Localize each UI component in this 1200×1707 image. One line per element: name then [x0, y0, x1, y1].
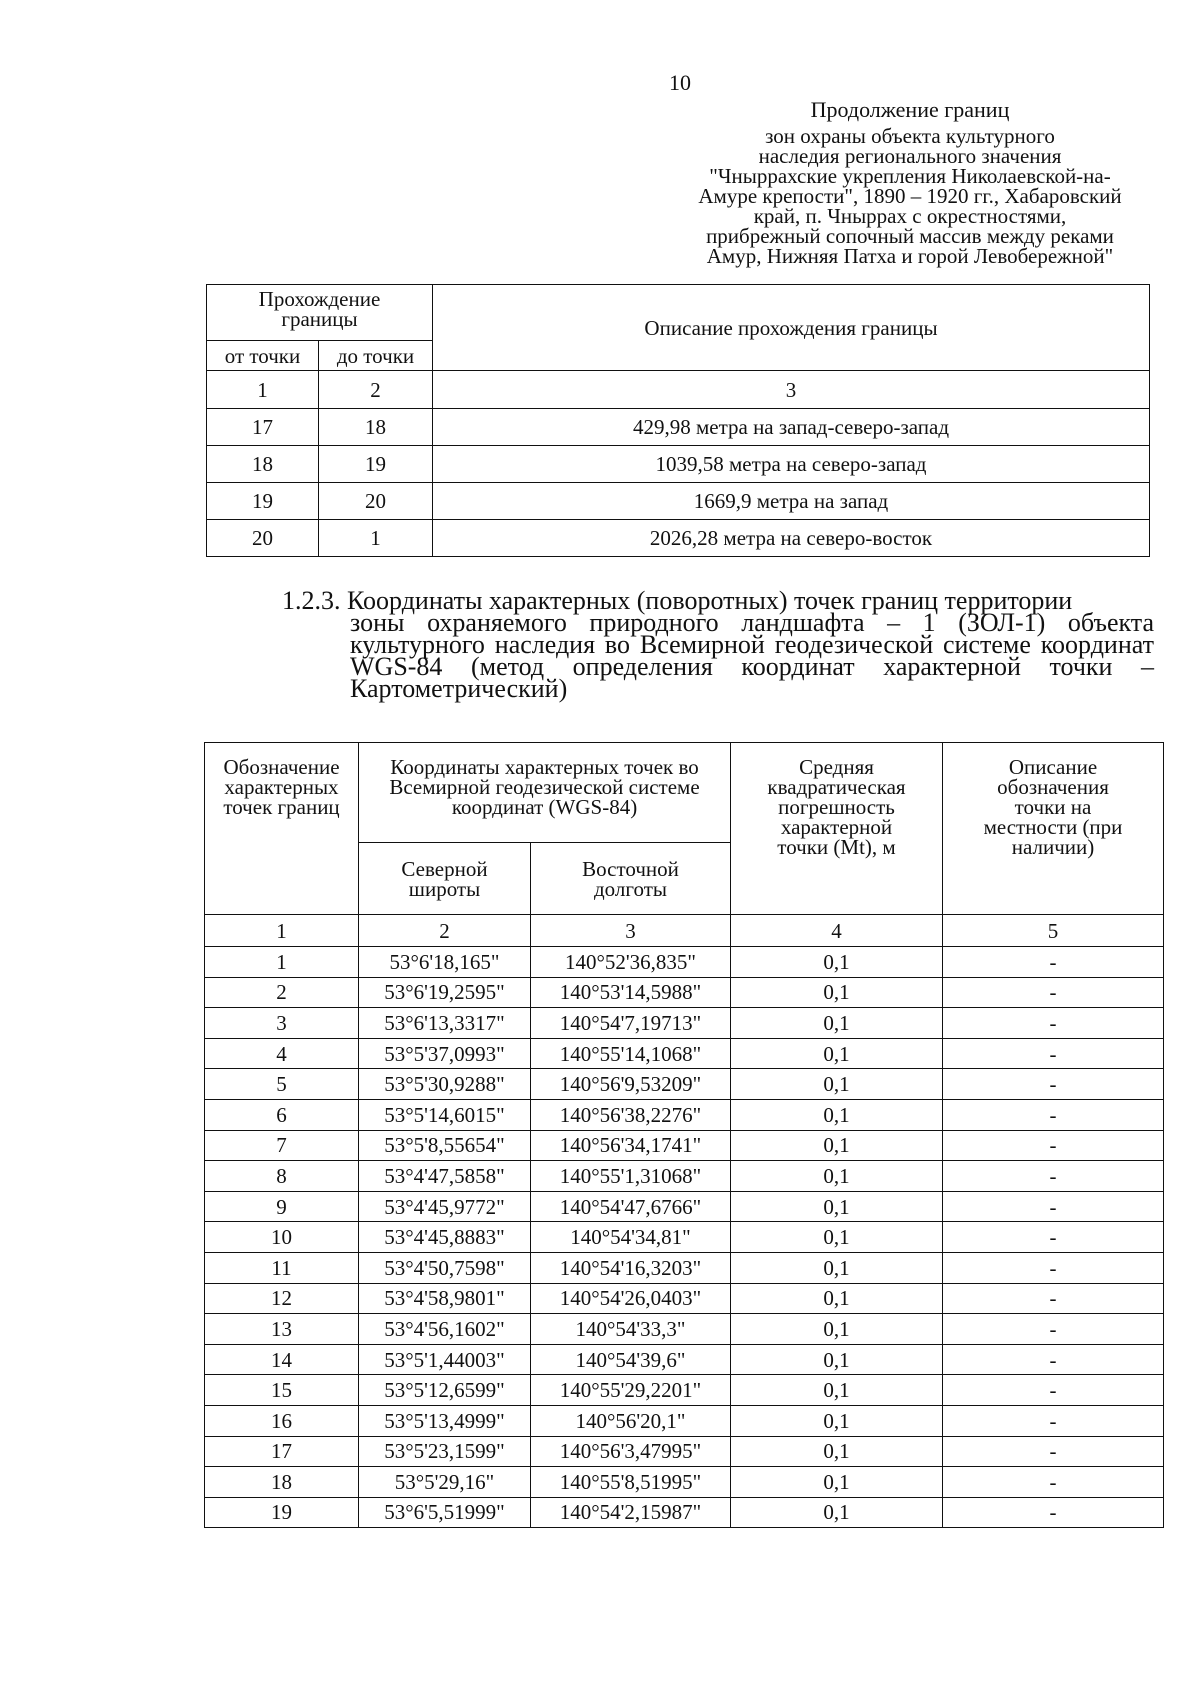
error-cell: 0,1: [731, 1161, 943, 1192]
header-lon: Восточной долготы: [531, 843, 731, 915]
longitude-cell: 140°55'1,31068": [531, 1161, 731, 1192]
header-line: прибрежный сопочный массив между реками: [706, 224, 1114, 248]
table-row: [205, 1222, 1164, 1253]
table-row: [207, 483, 1150, 520]
error-cell: 0,1: [731, 1375, 943, 1406]
latitude-cell: 53°6'5,51999": [359, 1497, 531, 1528]
point-description-cell: -: [943, 977, 1164, 1008]
longitude-cell: 140°56'9,53209": [531, 1069, 731, 1100]
latitude-cell: 53°5'14,6015": [359, 1099, 531, 1130]
point-number-cell: 5: [205, 1069, 359, 1100]
point-description-cell: -: [943, 1252, 1164, 1283]
error-cell: 0,1: [731, 1038, 943, 1069]
from-point-cell: 17: [207, 409, 319, 446]
latitude-cell: 53°4'58,9801": [359, 1283, 531, 1314]
table-row: [205, 1314, 1164, 1345]
page-number: 10: [669, 70, 691, 95]
longitude-cell: 140°54'34,81": [531, 1222, 731, 1253]
header-title: Продолжение границ: [810, 97, 1010, 122]
error-cell: 0,1: [731, 977, 943, 1008]
to-point-cell: 18: [319, 409, 433, 446]
latitude-cell: 53°5'13,4999": [359, 1405, 531, 1436]
document-header: [650, 97, 1170, 268]
point-number-cell: 4: [205, 1038, 359, 1069]
point-description-cell: -: [943, 1467, 1164, 1498]
header-line: наследия регионального значения: [758, 144, 1062, 168]
header-line: Амуре крепости", 1890 – 1920 гг., Хабаровский: [698, 184, 1122, 208]
header-line: "Чныррахские укрепления Николаевской-на-: [709, 164, 1111, 188]
header-line: Амур, Нижняя Патха и горой Левобережной": [706, 244, 1114, 268]
error-cell: 0,1: [731, 1314, 943, 1345]
error-cell: 0,1: [731, 1405, 943, 1436]
header-coords-group: Координаты характерных точек во Всемирной геодезической системе координат (WGS-84): [359, 743, 731, 843]
table-index-row: [205, 915, 1164, 947]
to-point-cell: 1: [319, 520, 433, 557]
table-index-row: [207, 371, 1150, 409]
latitude-cell: 53°5'30,9288": [359, 1069, 531, 1100]
longitude-cell: 140°54'26,0403": [531, 1283, 731, 1314]
header-point: Обозначение характерных точек границ: [205, 743, 359, 915]
error-cell: 0,1: [731, 1222, 943, 1253]
table-row: [205, 1436, 1164, 1467]
longitude-cell: 140°55'8,51995": [531, 1467, 731, 1498]
point-number-cell: 16: [205, 1405, 359, 1436]
table-row: [205, 1069, 1164, 1100]
table-row: [205, 1038, 1164, 1069]
to-point-cell: 19: [319, 446, 433, 483]
error-cell: 0,1: [731, 1497, 943, 1528]
point-number-cell: 19: [205, 1497, 359, 1528]
longitude-cell: 140°54'33,3": [531, 1314, 731, 1345]
error-cell: 0,1: [731, 1130, 943, 1161]
point-description-cell: -: [943, 1008, 1164, 1039]
table-row: [207, 520, 1150, 557]
point-number-cell: 15: [205, 1375, 359, 1406]
latitude-cell: 53°4'45,8883": [359, 1222, 531, 1253]
table-row: [205, 1130, 1164, 1161]
index-cell: 3: [531, 915, 731, 947]
longitude-cell: 140°54'39,6": [531, 1344, 731, 1375]
header-to: до точки: [319, 341, 433, 371]
to-point-cell: 20: [319, 483, 433, 520]
point-number-cell: 10: [205, 1222, 359, 1253]
table-row: [205, 977, 1164, 1008]
latitude-cell: 53°5'8,55654": [359, 1130, 531, 1161]
table-row: [205, 947, 1164, 978]
section-text-rest: зоны охраняемого природного ландшафта – 1 (ЗОЛ-1) объекта культурного наследия во Всемирной геодезической системе координат WGS-84 (метод определения координат характерной точки – Картометрический): [350, 608, 1154, 703]
header-lat: Северной широты: [359, 843, 531, 915]
point-description-cell: -: [943, 1375, 1164, 1406]
index-cell: 4: [731, 915, 943, 947]
boundary-description-cell: 2026,28 метра на северо-восток: [433, 520, 1150, 557]
header-error: Средняя квадратическая погрешность характерной точки (Mt), м: [731, 743, 943, 915]
boundary-description-cell: 429,98 метра на запад-северо-запад: [433, 409, 1150, 446]
point-description-cell: -: [943, 1191, 1164, 1222]
error-cell: 0,1: [731, 1436, 943, 1467]
point-number-cell: 14: [205, 1344, 359, 1375]
table-row: [205, 1375, 1164, 1406]
point-number-cell: 12: [205, 1283, 359, 1314]
longitude-cell: 140°56'34,1741": [531, 1130, 731, 1161]
error-cell: 0,1: [731, 1069, 943, 1100]
longitude-cell: 140°56'38,2276": [531, 1099, 731, 1130]
boundary-description-cell: 1039,58 метра на северо-запад: [433, 446, 1150, 483]
latitude-cell: 53°6'19,2595": [359, 977, 531, 1008]
point-description-cell: -: [943, 1497, 1164, 1528]
point-description-cell: -: [943, 1161, 1164, 1192]
table-row: [205, 1099, 1164, 1130]
section-number: 1.2.3.: [282, 586, 341, 615]
latitude-cell: 53°5'37,0993": [359, 1038, 531, 1069]
index-cell: 1: [205, 915, 359, 947]
latitude-cell: 53°4'47,5858": [359, 1161, 531, 1192]
index-cell: 1: [207, 371, 319, 409]
point-description-cell: -: [943, 1436, 1164, 1467]
from-point-cell: 18: [207, 446, 319, 483]
point-number-cell: 18: [205, 1467, 359, 1498]
point-number-cell: 17: [205, 1436, 359, 1467]
error-cell: 0,1: [731, 1344, 943, 1375]
table-row: [207, 409, 1150, 446]
header-from: от точки: [207, 341, 319, 371]
longitude-cell: 140°53'14,5988": [531, 977, 731, 1008]
point-number-cell: 8: [205, 1161, 359, 1192]
table-row: [205, 1283, 1164, 1314]
table-row: [205, 1344, 1164, 1375]
section-heading: [250, 586, 1154, 703]
longitude-cell: 140°54'16,3203": [531, 1252, 731, 1283]
point-number-cell: 7: [205, 1130, 359, 1161]
index-cell: 2: [319, 371, 433, 409]
error-cell: 0,1: [731, 1099, 943, 1130]
longitude-cell: 140°52'36,835": [531, 947, 731, 978]
index-cell: 3: [433, 371, 1150, 409]
coordinates-table: [204, 742, 1164, 1528]
table-row: [207, 446, 1150, 483]
table-row: [205, 1161, 1164, 1192]
point-description-cell: -: [943, 1283, 1164, 1314]
error-cell: 0,1: [731, 947, 943, 978]
latitude-cell: 53°6'18,165": [359, 947, 531, 978]
point-description-cell: -: [943, 1069, 1164, 1100]
longitude-cell: 140°54'7,19713": [531, 1008, 731, 1039]
longitude-cell: 140°56'20,1": [531, 1405, 731, 1436]
longitude-cell: 140°54'47,6766": [531, 1191, 731, 1222]
point-description-cell: -: [943, 1344, 1164, 1375]
from-point-cell: 19: [207, 483, 319, 520]
longitude-cell: 140°56'3,47995": [531, 1436, 731, 1467]
point-number-cell: 9: [205, 1191, 359, 1222]
header-group-boundary: Прохождение границы: [207, 285, 433, 341]
boundary-table: [206, 284, 1150, 557]
longitude-cell: 140°55'29,2201": [531, 1375, 731, 1406]
error-cell: 0,1: [731, 1008, 943, 1039]
table-row: [205, 1405, 1164, 1436]
point-description-cell: -: [943, 1222, 1164, 1253]
boundary-description-cell: 1669,9 метра на запад: [433, 483, 1150, 520]
error-cell: 0,1: [731, 1191, 943, 1222]
error-cell: 0,1: [731, 1283, 943, 1314]
latitude-cell: 53°4'56,1602": [359, 1314, 531, 1345]
point-description-cell: -: [943, 1405, 1164, 1436]
error-cell: 0,1: [731, 1252, 943, 1283]
table-row: [205, 1191, 1164, 1222]
point-number-cell: 13: [205, 1314, 359, 1345]
latitude-cell: 53°4'50,7598": [359, 1252, 531, 1283]
point-description-cell: -: [943, 1314, 1164, 1345]
header-desc: Описание обозначения точки на местности (при наличии): [943, 743, 1164, 915]
latitude-cell: 53°6'13,3317": [359, 1008, 531, 1039]
point-description-cell: -: [943, 1038, 1164, 1069]
point-number-cell: 3: [205, 1008, 359, 1039]
latitude-cell: 53°5'12,6599": [359, 1375, 531, 1406]
index-cell: 5: [943, 915, 1164, 947]
point-description-cell: -: [943, 947, 1164, 978]
table-row: [205, 1008, 1164, 1039]
header-desc: Описание прохождения границы: [433, 285, 1150, 371]
index-cell: 2: [359, 915, 531, 947]
latitude-cell: 53°5'1,44003": [359, 1344, 531, 1375]
longitude-cell: 140°54'2,15987": [531, 1497, 731, 1528]
latitude-cell: 53°5'29,16": [359, 1467, 531, 1498]
from-point-cell: 20: [207, 520, 319, 557]
table-row: [205, 1252, 1164, 1283]
table-row: [205, 1497, 1164, 1528]
point-number-cell: 1: [205, 947, 359, 978]
table-row: [205, 1467, 1164, 1498]
point-number-cell: 2: [205, 977, 359, 1008]
point-description-cell: -: [943, 1130, 1164, 1161]
latitude-cell: 53°4'45,9772": [359, 1191, 531, 1222]
header-line: зон охраны объекта культурного: [765, 124, 1055, 148]
point-number-cell: 6: [205, 1099, 359, 1130]
point-number-cell: 11: [205, 1252, 359, 1283]
section-text-first: Координаты характерных (поворотных) точек границ территории: [347, 586, 1073, 615]
longitude-cell: 140°55'14,1068": [531, 1038, 731, 1069]
point-description-cell: -: [943, 1099, 1164, 1130]
latitude-cell: 53°5'23,1599": [359, 1436, 531, 1467]
header-line: край, п. Чныррах с окрестностями,: [753, 204, 1067, 228]
error-cell: 0,1: [731, 1467, 943, 1498]
